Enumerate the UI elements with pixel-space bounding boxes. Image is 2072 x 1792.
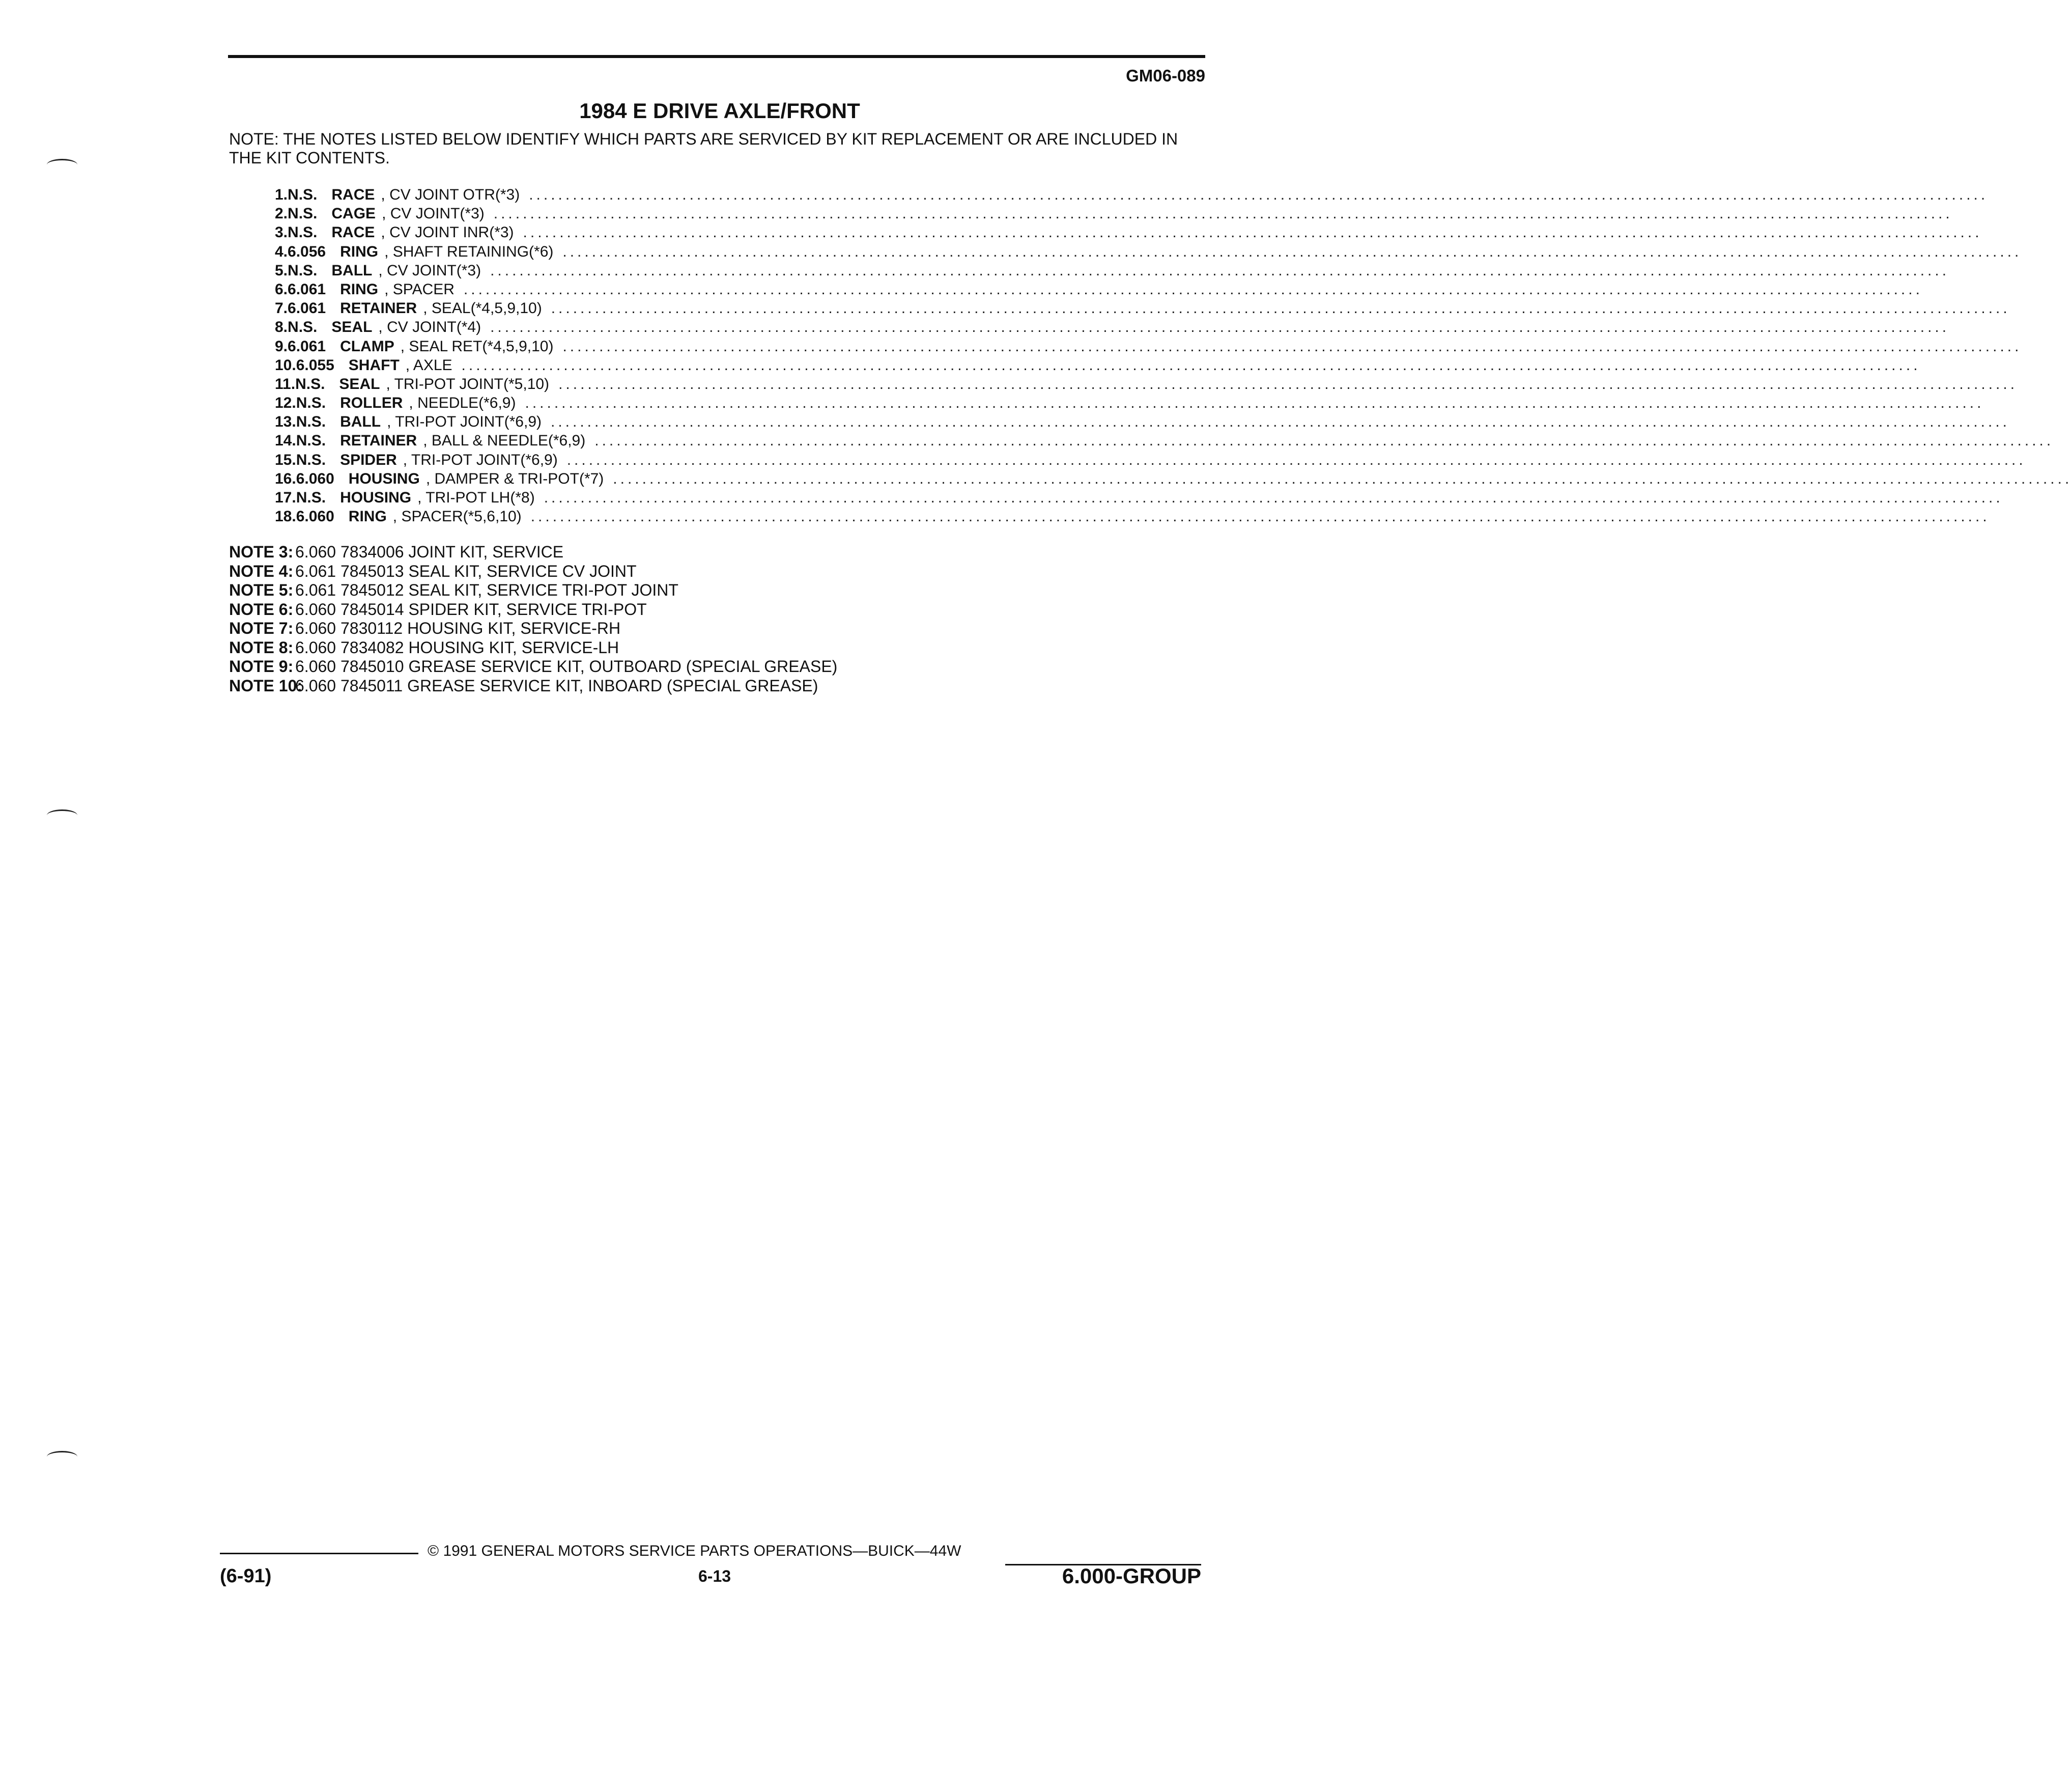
part-description: , SEAL(*4,5,9,10): [423, 300, 542, 317]
part-row: [275, 356, 1921, 376]
kit-note-tag: NOTE 7:: [229, 619, 294, 637]
part-group: N.S.: [296, 451, 326, 468]
part-row: [275, 281, 1923, 300]
part-group: N.S.: [296, 413, 326, 431]
part-description: , CV JOINT(*3): [382, 205, 485, 222]
leader-dots: ........................................................................................................................................................................................................: [530, 508, 1990, 525]
part-row: [275, 451, 2026, 470]
leader-dots: ........................................................................................................................................................................................................: [490, 262, 1950, 279]
kit-note: [229, 543, 1145, 562]
leader-dots: ........................................................................................................................................................................................................: [562, 338, 2022, 355]
kit-note: [229, 600, 1145, 620]
part-number: 8.: [275, 319, 288, 336]
part-description: , CV JOINT(*4): [378, 319, 481, 336]
leader-dots: ........................................................................................................................................................................................................: [493, 205, 1953, 222]
part-name: SEAL: [339, 375, 380, 393]
part-description: , TRI-POT JOINT(*6,9): [403, 451, 558, 468]
leader-dots: ........................................................................................................................................................................................................: [551, 413, 2010, 431]
part-description: , TRI-POT LH(*8): [417, 489, 535, 506]
kit-note-text: 6.060 7834006 JOINT KIT, SERVICE: [295, 543, 564, 561]
part-number: 17.: [275, 489, 296, 506]
part-row: [275, 413, 2010, 432]
kit-note: [229, 619, 1145, 638]
kit-note-tag: NOTE 10:: [229, 676, 303, 695]
kit-note-tag: NOTE 5:: [229, 581, 294, 599]
part-group: N.S.: [288, 186, 318, 203]
part-row: [275, 300, 2010, 319]
part-row: [275, 186, 1989, 205]
leader-dots: ........................................................................................................................................................................................................: [594, 432, 2054, 450]
part-description: , AXLE: [405, 356, 452, 374]
kit-note-intro: NOTE: THE NOTES LISTED BELOW IDENTIFY WHICH PARTS ARE SERVICED BY KIT REPLACEMENT OR ARE INCLUDED IN THE KIT CONTENTS.: [229, 130, 1178, 167]
part-name: BALL: [331, 262, 373, 279]
part-number: 13.: [275, 413, 296, 431]
kit-note-tag: NOTE 3:: [229, 543, 294, 561]
part-number: 1.: [275, 186, 288, 203]
binder-mark: [47, 809, 77, 821]
part-name: RING: [348, 508, 387, 525]
part-description: , SPACER(*5,6,10): [392, 508, 522, 525]
part-group: N.S.: [288, 262, 318, 279]
leader-dots: ........................................................................................................................................................................................................: [529, 186, 1989, 203]
leader-dots: ........................................................................................................................................................................................................: [525, 395, 1984, 412]
part-row: [275, 224, 1982, 243]
part-name: HOUSING: [348, 470, 420, 487]
part-number: 3.: [275, 224, 288, 241]
part-name: RETAINER: [340, 300, 417, 317]
kit-note-tag: NOTE 6:: [229, 600, 294, 619]
group-code: 6.000-GROUP: [1062, 1564, 1201, 1588]
part-description: , CV JOINT OTR(*3): [381, 186, 520, 203]
part-name: CAGE: [331, 205, 376, 222]
part-number: 12.: [275, 395, 296, 412]
document-id: GM06-089: [1126, 66, 1205, 85]
part-number: 4.: [275, 243, 288, 260]
leader-dots: ........................................................................................................................................................................................................: [562, 243, 2022, 260]
part-name: SPIDER: [340, 451, 397, 468]
kit-notes-list: [229, 543, 1145, 695]
part-name: HOUSING: [340, 489, 412, 506]
part-group: 6.061: [288, 300, 326, 317]
part-group: N.S.: [296, 432, 326, 450]
part-number: 16.: [275, 470, 296, 487]
part-description: , DAMPER & TRI-POT(*7): [425, 470, 604, 487]
kit-note: [229, 581, 1145, 600]
kit-note: [229, 657, 1145, 677]
kit-note-tag: NOTE 9:: [229, 657, 294, 676]
part-group: N.S.: [288, 224, 318, 241]
part-group: N.S.: [295, 375, 325, 393]
part-number: 2.: [275, 205, 288, 222]
kit-note-text: 6.061 7845012 SEAL KIT, SERVICE TRI-POT JOINT: [295, 581, 678, 599]
part-name: RACE: [331, 224, 375, 241]
kit-note-tag: NOTE 4:: [229, 562, 294, 580]
date-code: (6-91): [220, 1565, 272, 1587]
kit-note-text: 6.060 7845010 GREASE SERVICE KIT, OUTBOARD (SPECIAL GREASE): [295, 657, 838, 676]
leader-dots: ........................................................................................................................................................................................................: [490, 319, 1950, 336]
leader-dots: ........................................................................................................................................................................................................: [544, 489, 2003, 506]
part-row: [275, 395, 1984, 413]
copyright-line: © 1991 GENERAL MOTORS SERVICE PARTS OPERATIONS—BUICK—44W: [428, 1543, 961, 1559]
kit-note-text: 6.060 7830112 HOUSING KIT, SERVICE-RH: [295, 619, 621, 637]
part-group: N.S.: [296, 489, 326, 506]
page-title: 1984 E DRIVE AXLE/FRONT: [579, 99, 860, 123]
binder-mark: [47, 1451, 77, 1463]
part-number: 18.: [275, 508, 296, 525]
part-name: ROLLER: [340, 395, 403, 412]
part-group: N.S.: [288, 319, 318, 336]
kit-note: [229, 677, 1145, 696]
part-row: [275, 470, 2072, 489]
part-group: 6.060: [296, 508, 334, 525]
leader-dots: ........................................................................................................................................................................................................: [523, 224, 1982, 241]
part-group: 6.060: [296, 470, 334, 487]
part-description: , SPACER: [384, 281, 455, 298]
part-number: 7.: [275, 300, 288, 317]
page-number: 6-13: [698, 1567, 731, 1585]
part-group: 6.061: [288, 338, 326, 355]
part-number: 6.: [275, 281, 288, 298]
part-group: 6.061: [288, 281, 326, 298]
part-group: 6.055: [296, 356, 334, 374]
part-name: BALL: [340, 413, 381, 431]
part-number: 10.: [275, 356, 296, 374]
part-name: RACE: [331, 186, 375, 203]
part-row: [275, 319, 1950, 338]
leader-dots: ........................................................................................................................................................................................................: [566, 451, 2026, 468]
part-name: SHAFT: [348, 356, 400, 374]
leader-dots: ........................................................................................................................................................................................................: [613, 470, 2072, 487]
kit-note-text: 6.060 7845011 GREASE SERVICE KIT, INBOARD (SPECIAL GREASE): [295, 676, 818, 695]
top-rule: [228, 55, 1205, 58]
part-number: 9.: [275, 338, 288, 355]
kit-note: [229, 562, 1145, 581]
kit-note-text: 6.060 7834082 HOUSING KIT, SERVICE-LH: [295, 638, 619, 657]
parts-list: [275, 186, 2072, 527]
part-description: , CV JOINT(*3): [378, 262, 481, 279]
part-name: RING: [340, 243, 379, 260]
kit-note-text: 6.060 7845014 SPIDER KIT, SERVICE TRI-POT: [295, 600, 647, 619]
footer-rule-left: [220, 1553, 418, 1554]
part-number: 15.: [275, 451, 296, 468]
part-description: , SEAL RET(*4,5,9,10): [400, 338, 554, 355]
part-row: [275, 375, 2018, 395]
part-row: [275, 432, 2054, 451]
kit-note-tag: NOTE 8:: [229, 638, 294, 657]
leader-dots: ........................................................................................................................................................................................................: [463, 281, 1923, 298]
part-row: [275, 262, 1950, 281]
part-description: , TRI-POT JOINT(*6,9): [387, 413, 542, 431]
part-number: 11.: [275, 375, 296, 393]
part-name: SEAL: [331, 319, 373, 336]
leader-dots: ........................................................................................................................................................................................................: [461, 356, 1921, 374]
leader-dots: ........................................................................................................................................................................................................: [558, 375, 2018, 393]
part-row: [275, 508, 1990, 527]
leader-dots: ........................................................................................................................................................................................................: [551, 300, 2010, 317]
kit-note-text: 6.061 7845013 SEAL KIT, SERVICE CV JOINT: [295, 562, 637, 580]
part-description: , SHAFT RETAINING(*6): [384, 243, 554, 260]
part-group: N.S.: [296, 395, 326, 412]
part-number: 14.: [275, 432, 296, 450]
part-name: RETAINER: [340, 432, 417, 450]
part-row: [275, 243, 2022, 262]
part-number: 5.: [275, 262, 288, 279]
part-group: 6.056: [288, 243, 326, 260]
part-name: RING: [340, 281, 379, 298]
part-row: [275, 489, 2003, 508]
part-row: [275, 205, 1953, 224]
part-description: , CV JOINT INR(*3): [381, 224, 514, 241]
part-description: , BALL & NEEDLE(*6,9): [423, 432, 586, 450]
part-group: N.S.: [288, 205, 318, 222]
part-description: , NEEDLE(*6,9): [409, 395, 516, 412]
kit-note: [229, 638, 1145, 658]
part-description: , TRI-POT JOINT(*5,10): [386, 375, 550, 393]
binder-mark: [47, 159, 77, 171]
part-row: [275, 338, 2022, 357]
part-name: CLAMP: [340, 338, 394, 355]
